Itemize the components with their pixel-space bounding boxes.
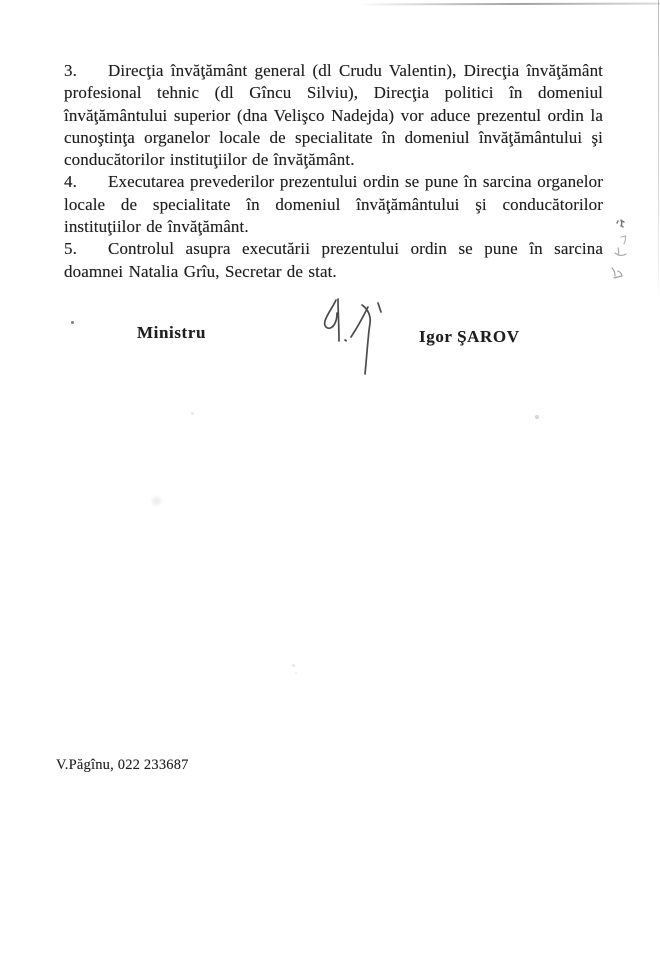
signer-name: Igor ŞAROV <box>419 327 520 346</box>
scan-top-edge-line <box>356 3 660 6</box>
scan-speck-artifact <box>535 415 539 419</box>
scan-smudge-artifact <box>152 497 161 505</box>
paragraph-text: Controlul asupra executării prezentului ordin se pune în sarcina doamnei Natalia Grîu, Secretar de stat. <box>64 239 603 281</box>
scan-speck-artifact <box>71 321 74 324</box>
paragraph-number: 3. <box>64 61 77 80</box>
minister-role-label: Ministru <box>137 323 207 342</box>
scan-speck-artifact <box>292 664 295 667</box>
paragraph-text: Direcţia învăţământ general (dl Crudu Valentin), Direcţia învăţământ profesional tehnic (dl Gîncu Silviu), Direcţia politici în domeniul învăţământului superior (dna Velişco Nadejda) vor aduce prezentul ordin la cunoştinţa organelor locale de specialitate în domeniul învăţământului şi conducătorilor instituţiilor de învăţământ. <box>64 61 603 170</box>
order-paragraph-3 <box>64 60 603 171</box>
footer-contact: V.Păgînu, 022 233687 <box>56 757 189 773</box>
scan-speck-artifact <box>191 412 194 415</box>
order-body-text <box>64 60 603 283</box>
handwritten-signature-icon <box>320 291 382 377</box>
paragraph-number: 5. <box>64 239 77 259</box>
order-paragraph-4 <box>64 171 603 238</box>
paragraph-number: 4. <box>64 172 77 192</box>
ink-smudges-right-margin <box>600 205 640 295</box>
scan-right-edge-line <box>658 0 659 306</box>
order-paragraph-5 <box>64 238 603 283</box>
scan-speck-artifact <box>295 672 297 674</box>
paragraph-text: Executarea prevederilor prezentului ordin se pune în sarcina organelor locale de specialitate în domeniul învăţământului şi conducătorilor instituţiilor de învăţământ. <box>64 172 603 237</box>
